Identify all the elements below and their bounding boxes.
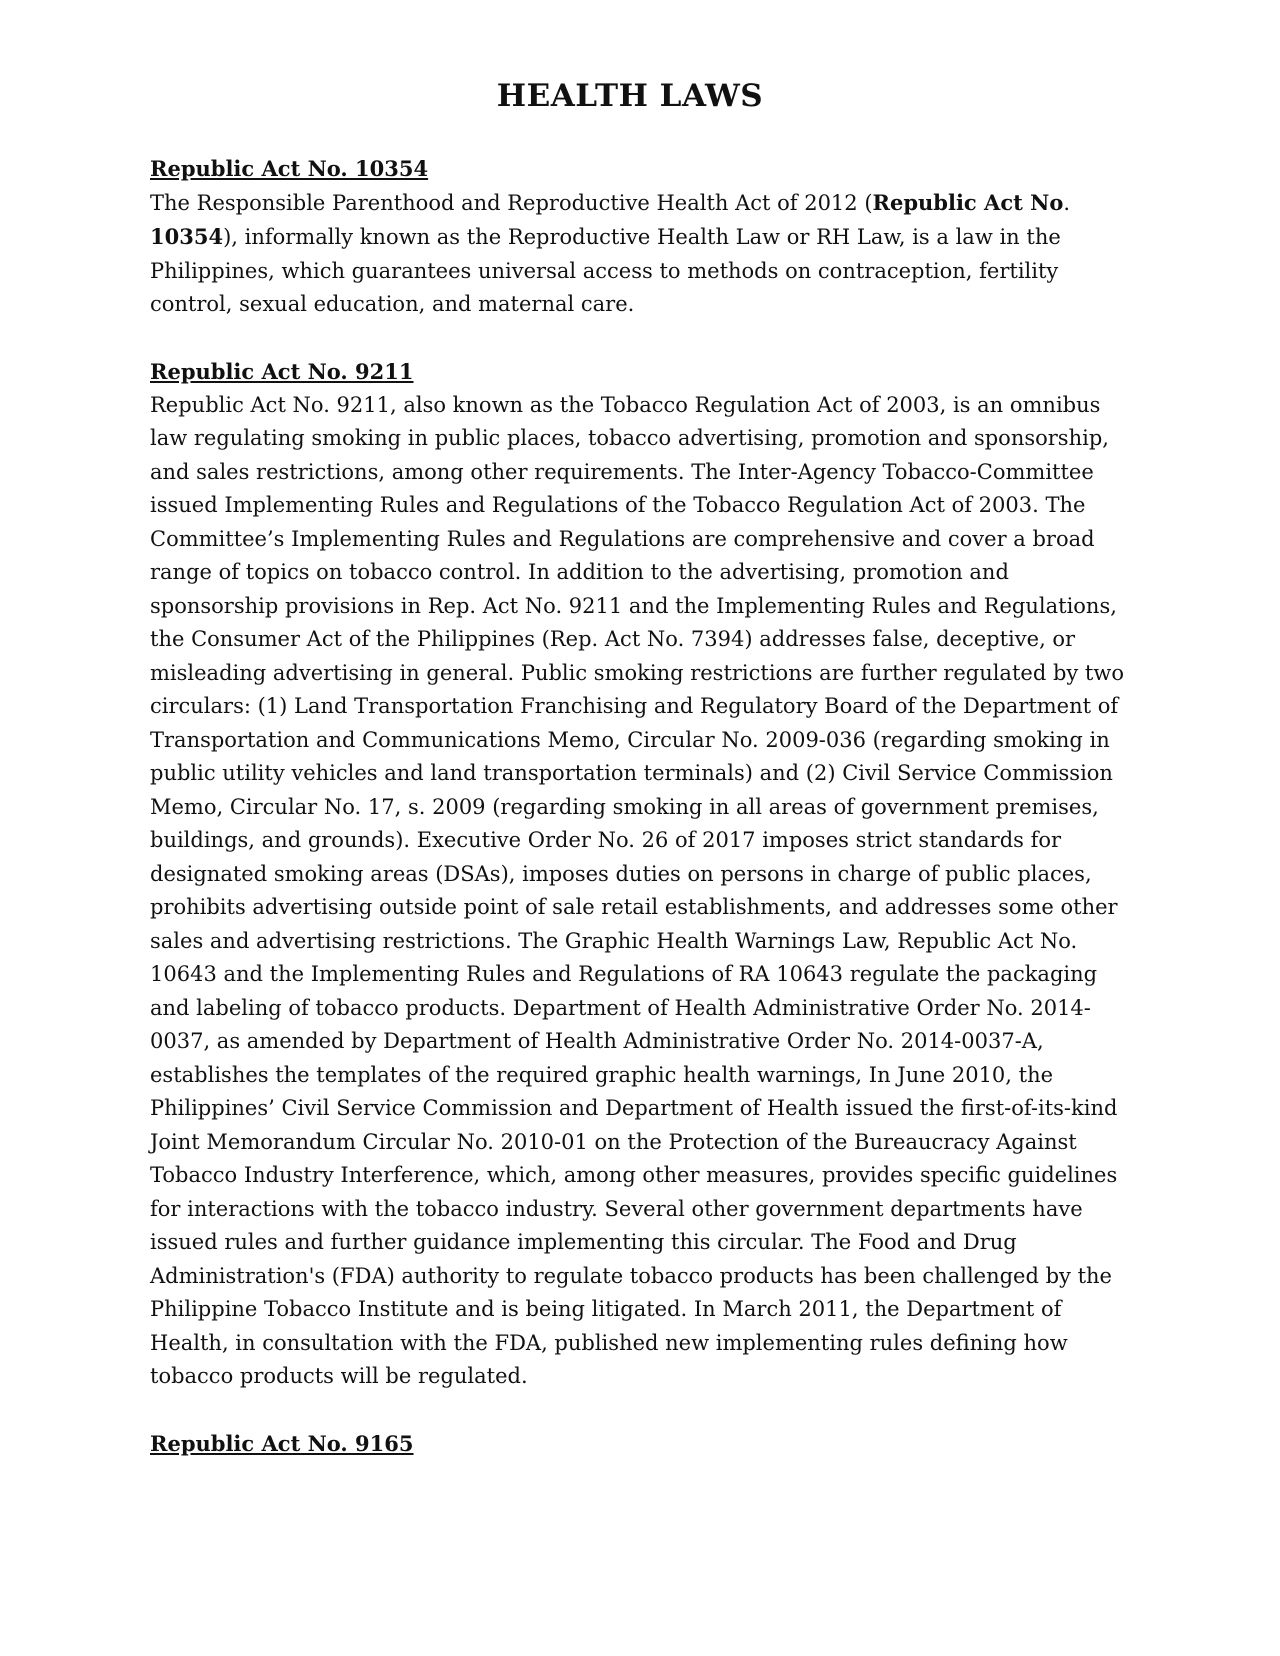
section-ra-9211 [150,355,1130,1394]
section-body: The Responsible Parenthood and Reproductive Health Act of 2012 (Republic Act No. 10354), informally known as the Reproductive Health Law or RH Law, is a law in the Philippines, which guarantees universal access to methods on contraception, fertility control, sexual education, and maternal care. [150,189,1071,316]
document-title: HEALTH LAWS [496,78,764,114]
section-heading: Republic Act No. 9165 [150,1431,414,1456]
section-ra-9165 [150,1427,1130,1461]
section-body: Republic Act No. 9211, also known as the Tobacco Regulation Act of 2003, is an omnibus law regulating smoking in public places, tobacco advertising, promotion and sponsorship, and sales restrictions, among other requirements. The Inter-Agency Tobacco-Committee issued Implementing Rules and Regulations of the Tobacco Regulation Act of 2003. The Committee’s Implementing Rules and Regulations are comprehensive and cover a broad range of topics on tobacco control. In addition to the advertising, promotion and sponsorship provisions in Rep. Act No. 9211 and the Implementing Rules and Regulations, the Consumer Act of the Philippines (Rep. Act No. 7394) addresses false, deceptive, or misleading advertising in general. Public smoking restrictions are further regulated by two circulars: (1) Land Transportation Franchising and Regulatory Board of the Department of Transportation and Communications Memo, Circular No. 2009-036 (regarding smoking in public utility vehicles and land transportation terminals) and (2) Civil Service Commission Memo, Circular No. 17, s. 2009 (regarding smoking in all areas of government premises, buildings, and grounds). Executive Order No. 26 of 2017 imposes strict standards for designated smoking areas (DSAs), imposes duties on persons in charge of public places, prohibits advertising outside point of sale retail establishments, and addresses some other sales and advertising restrictions. The Graphic Health Warnings Law, Republic Act No. 10643 and the Implementing Rules and Regulations of RA 10643 regulate the packaging and labeling of tobacco products. Department of Health Administrative Order No. 2014-0037, as amended by Department of Health Administrative Order No. 2014-0037-A, establishes the templates of the required graphic health warnings, In June 2010, the Philippines’ Civil Service Commission and Department of Health issued the first-of-its-kind Joint Memorandum Circular No. 2010-01 on the Protection of the Bureaucracy Against Tobacco Industry Interference, which, among other measures, provides specific guidelines for interactions with the tobacco industry. Several other government departments have issued rules and further guidance implementing this circular. The Food and Drug Administration's (FDA) authority to regulate tobacco products has been challenged by the Philippine Tobacco Institute and is being litigated. In March 2011, the Department of Health, in consultation with the FDA, published new implementing rules defining how tobacco products will be regulated. [150,392,1124,1388]
section-heading: Republic Act No. 10354 [150,156,429,181]
section-heading: Republic Act No. 9211 [150,359,414,384]
section-ra-10354 [150,152,1130,322]
document-page [150,78,1130,1461]
